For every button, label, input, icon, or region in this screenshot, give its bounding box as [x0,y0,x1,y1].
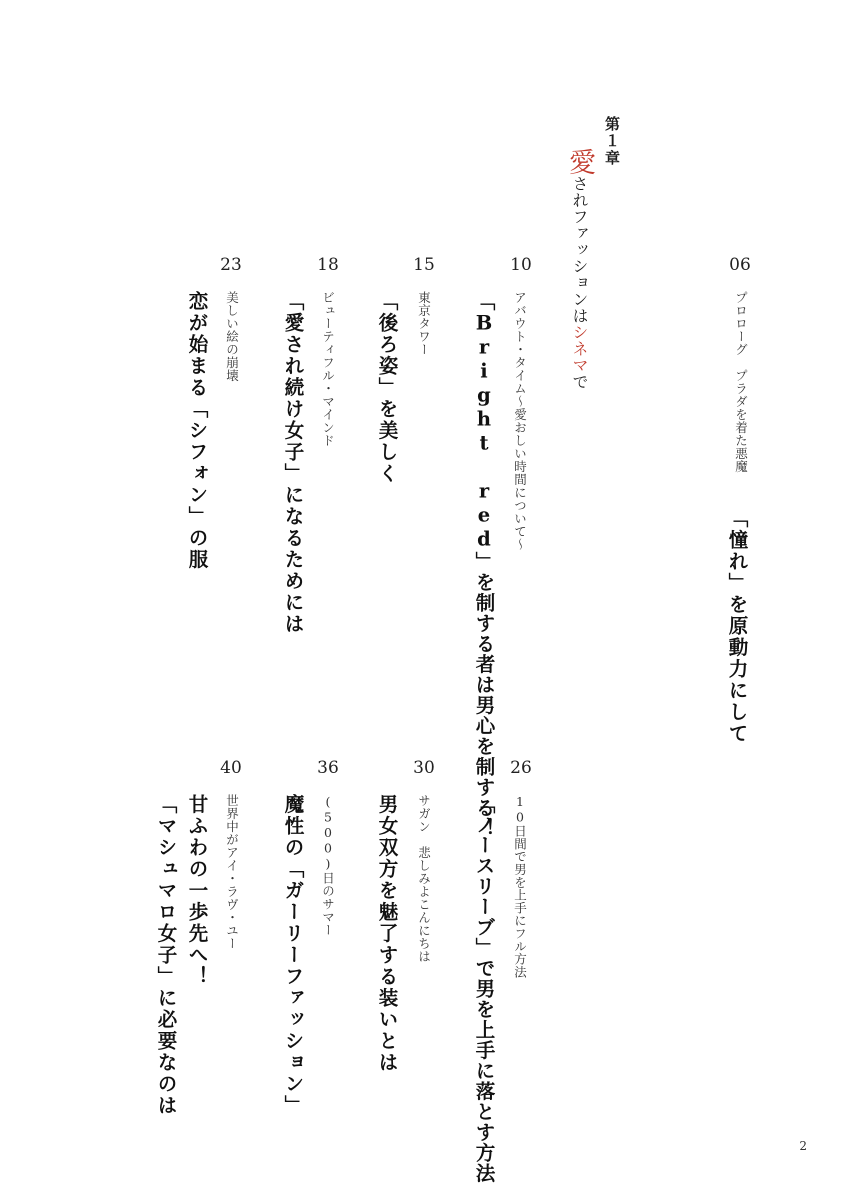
toc-entry-title[interactable]: 「後ろ姿」を美しく [375,291,399,485]
toc-entry-subtitle: 美しい絵の崩壊 [224,291,240,382]
toc-entry-title[interactable]: 「Bright red」を制する者は男心を制する！ [472,291,496,839]
toc-page-number: 26 [510,758,532,778]
toc-page-number: 10 [510,255,532,275]
toc-page-number: 36 [317,758,339,778]
toc-entry-subtitle: 世界中がアイ・ラヴ・ユー [224,794,240,950]
toc-page-number: 23 [220,255,242,275]
chapter-title-end: で [570,373,589,390]
toc-entry-title[interactable]: 「ノースリーブ」で男を上手に落とす方法 [472,794,496,1184]
toc-entry-title[interactable]: 「憧れ」を原動力にして [725,508,749,745]
toc-entry-subtitle: (500)日のサマー [320,794,336,937]
chapter-title-middle: されファッションは [570,175,589,324]
toc-entry-subtitle: プロローグ プラダを着た悪魔 [733,291,749,473]
toc-entry-subtitle: ビューティフル・マインド [320,291,336,447]
toc-page-number: 40 [220,758,242,778]
toc-entry-title[interactable]: 魔性の「ガーリーファッション」 [281,794,305,1117]
chapter-title-first-char: 愛 [564,148,595,176]
toc-entry-subtitle: 東京タワー [416,291,432,356]
toc-entry-title[interactable]: 「愛され続け女子」になるためには [281,291,305,635]
toc-entry-title-line-1[interactable]: 甘ふわの一歩先へ！ [185,794,209,988]
toc-page-number: 15 [413,255,435,275]
toc-page-number: 30 [413,758,435,778]
toc-page-number: 18 [317,255,339,275]
toc-entry-title-line-2[interactable]: 「マシュマロ女子」に必要なのは [154,794,178,1117]
toc-entry-title[interactable]: 恋が始まる「シフォン」の服 [185,291,209,571]
toc-entry-title[interactable]: 男女双方を魅了する装いとは [375,794,399,1074]
chapter-title [566,148,593,390]
toc-entry-subtitle: 10日間で男を上手にフル方法 [512,794,528,979]
page-number: 2 [799,1139,807,1153]
toc-entry-subtitle: アバウト・タイム～愛おしい時間について～ [512,291,528,551]
chapter-title-accent: シネマ [570,324,589,374]
toc-page-number: 06 [729,255,751,275]
chapter-label: 第１章 [603,116,621,167]
toc-entry-subtitle: サガン 悲しみよこんにちは [416,794,432,963]
